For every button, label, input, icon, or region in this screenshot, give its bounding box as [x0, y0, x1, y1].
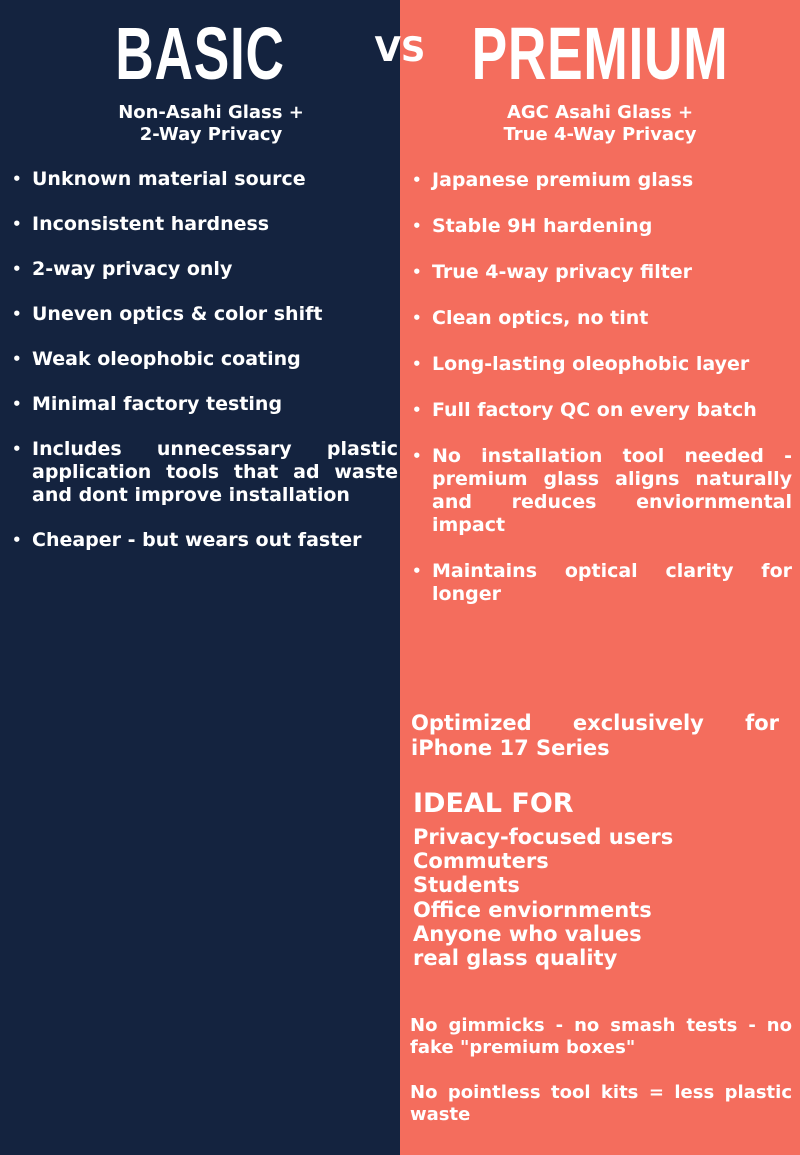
premium-feature-text: Stable 9H hardening — [432, 215, 653, 237]
premium-feature-list — [410, 169, 792, 629]
bullet-icon: • — [412, 562, 422, 580]
premium-subtitle-line1: AGC Asahi Glass + — [506, 102, 694, 123]
premium-feature-item — [410, 261, 792, 284]
bullet-icon: • — [12, 395, 22, 413]
premium-feature-item — [410, 399, 792, 422]
premium-feature-item — [410, 169, 792, 192]
bullet-icon: • — [412, 401, 422, 419]
basic-feature-text: Minimal factory testing — [32, 393, 283, 415]
premium-feature-text: Japanese premium glass — [432, 169, 694, 191]
basic-feature-item — [10, 258, 398, 281]
premium-column — [400, 0, 800, 1155]
bullet-icon: • — [12, 215, 22, 233]
bullet-icon: • — [12, 440, 22, 458]
ideal-for-item: Students — [413, 873, 520, 898]
ideal-for-list — [413, 825, 705, 970]
basic-feature-text: Unknown material source — [32, 168, 306, 190]
premium-feature-text: True 4-way privacy filter — [432, 261, 693, 283]
ideal-for-item: Office enviornments — [413, 897, 652, 922]
ideal-for-item: Anyone who values — [413, 921, 642, 946]
basic-feature-text: Cheaper - but wears out faster — [32, 529, 362, 551]
basic-feature-item — [10, 393, 398, 416]
optimized-for-text: Optimized exclusively for iPhone 17 Series — [411, 711, 779, 760]
ideal-for-item: Privacy-focused users — [413, 825, 674, 849]
basic-feature-text: Weak oleophobic coating — [32, 348, 301, 370]
basic-subtitle — [0, 102, 422, 146]
premium-feature-item — [410, 353, 792, 376]
premium-feature-text: Full factory QC on every batch — [432, 399, 757, 421]
no-gimmicks-note: No gimmicks - no smash tests - no fake "premium boxes" — [410, 1015, 792, 1058]
bullet-icon: • — [412, 217, 422, 235]
bullet-icon: • — [12, 531, 22, 549]
premium-feature-text: No installation tool needed - premium glass aligns naturally and reduces enviornmental impact — [432, 445, 792, 536]
ideal-for-heading: IDEAL FOR — [413, 788, 574, 819]
bullet-icon: • — [412, 171, 422, 189]
bullet-icon: • — [412, 263, 422, 281]
ideal-for-item: Commuters — [413, 849, 549, 874]
basic-feature-text: Includes unnecessary plastic application tools that ad waste and dont improve installation — [32, 438, 398, 506]
basic-feature-text: Uneven optics & color shift — [32, 303, 323, 325]
premium-feature-text: Clean optics, no tint — [432, 307, 649, 329]
basic-feature-item — [10, 348, 398, 371]
basic-feature-text: 2-way privacy only — [32, 258, 233, 280]
basic-feature-item — [10, 168, 398, 191]
basic-title: BASIC — [115, 12, 285, 95]
basic-feature-item — [10, 529, 398, 552]
premium-subtitle-line2: True 4-Way Privacy — [503, 124, 697, 145]
bullet-icon: • — [12, 170, 22, 188]
bullet-icon: • — [412, 447, 422, 465]
basic-subtitle-line2: 2-Way Privacy — [139, 124, 283, 145]
bullet-icon: • — [12, 350, 22, 368]
vs-label: VS — [374, 30, 426, 70]
no-tool-kits-note: No pointless tool kits = less plastic waste — [410, 1082, 792, 1125]
basic-feature-item — [10, 438, 398, 507]
premium-subtitle — [400, 102, 800, 146]
basic-feature-item — [10, 303, 398, 326]
basic-feature-text: Inconsistent hardness — [32, 213, 270, 235]
ideal-for-item: real glass quality — [413, 946, 618, 971]
bullet-icon: • — [412, 309, 422, 327]
premium-title: PREMIUM — [471, 12, 729, 95]
basic-feature-item — [10, 213, 398, 236]
basic-feature-list — [10, 168, 398, 574]
premium-feature-item — [410, 307, 792, 330]
bullet-icon: • — [12, 305, 22, 323]
premium-feature-item — [410, 445, 792, 537]
premium-feature-text: Maintains optical clarity for longer — [432, 560, 792, 605]
bullet-icon: • — [12, 260, 22, 278]
bullet-icon: • — [412, 355, 422, 373]
premium-feature-item — [410, 560, 792, 606]
premium-feature-text: Long-lasting oleophobic layer — [432, 353, 750, 375]
premium-feature-item — [410, 215, 792, 238]
basic-subtitle-line1: Non-Asahi Glass + — [118, 102, 304, 123]
